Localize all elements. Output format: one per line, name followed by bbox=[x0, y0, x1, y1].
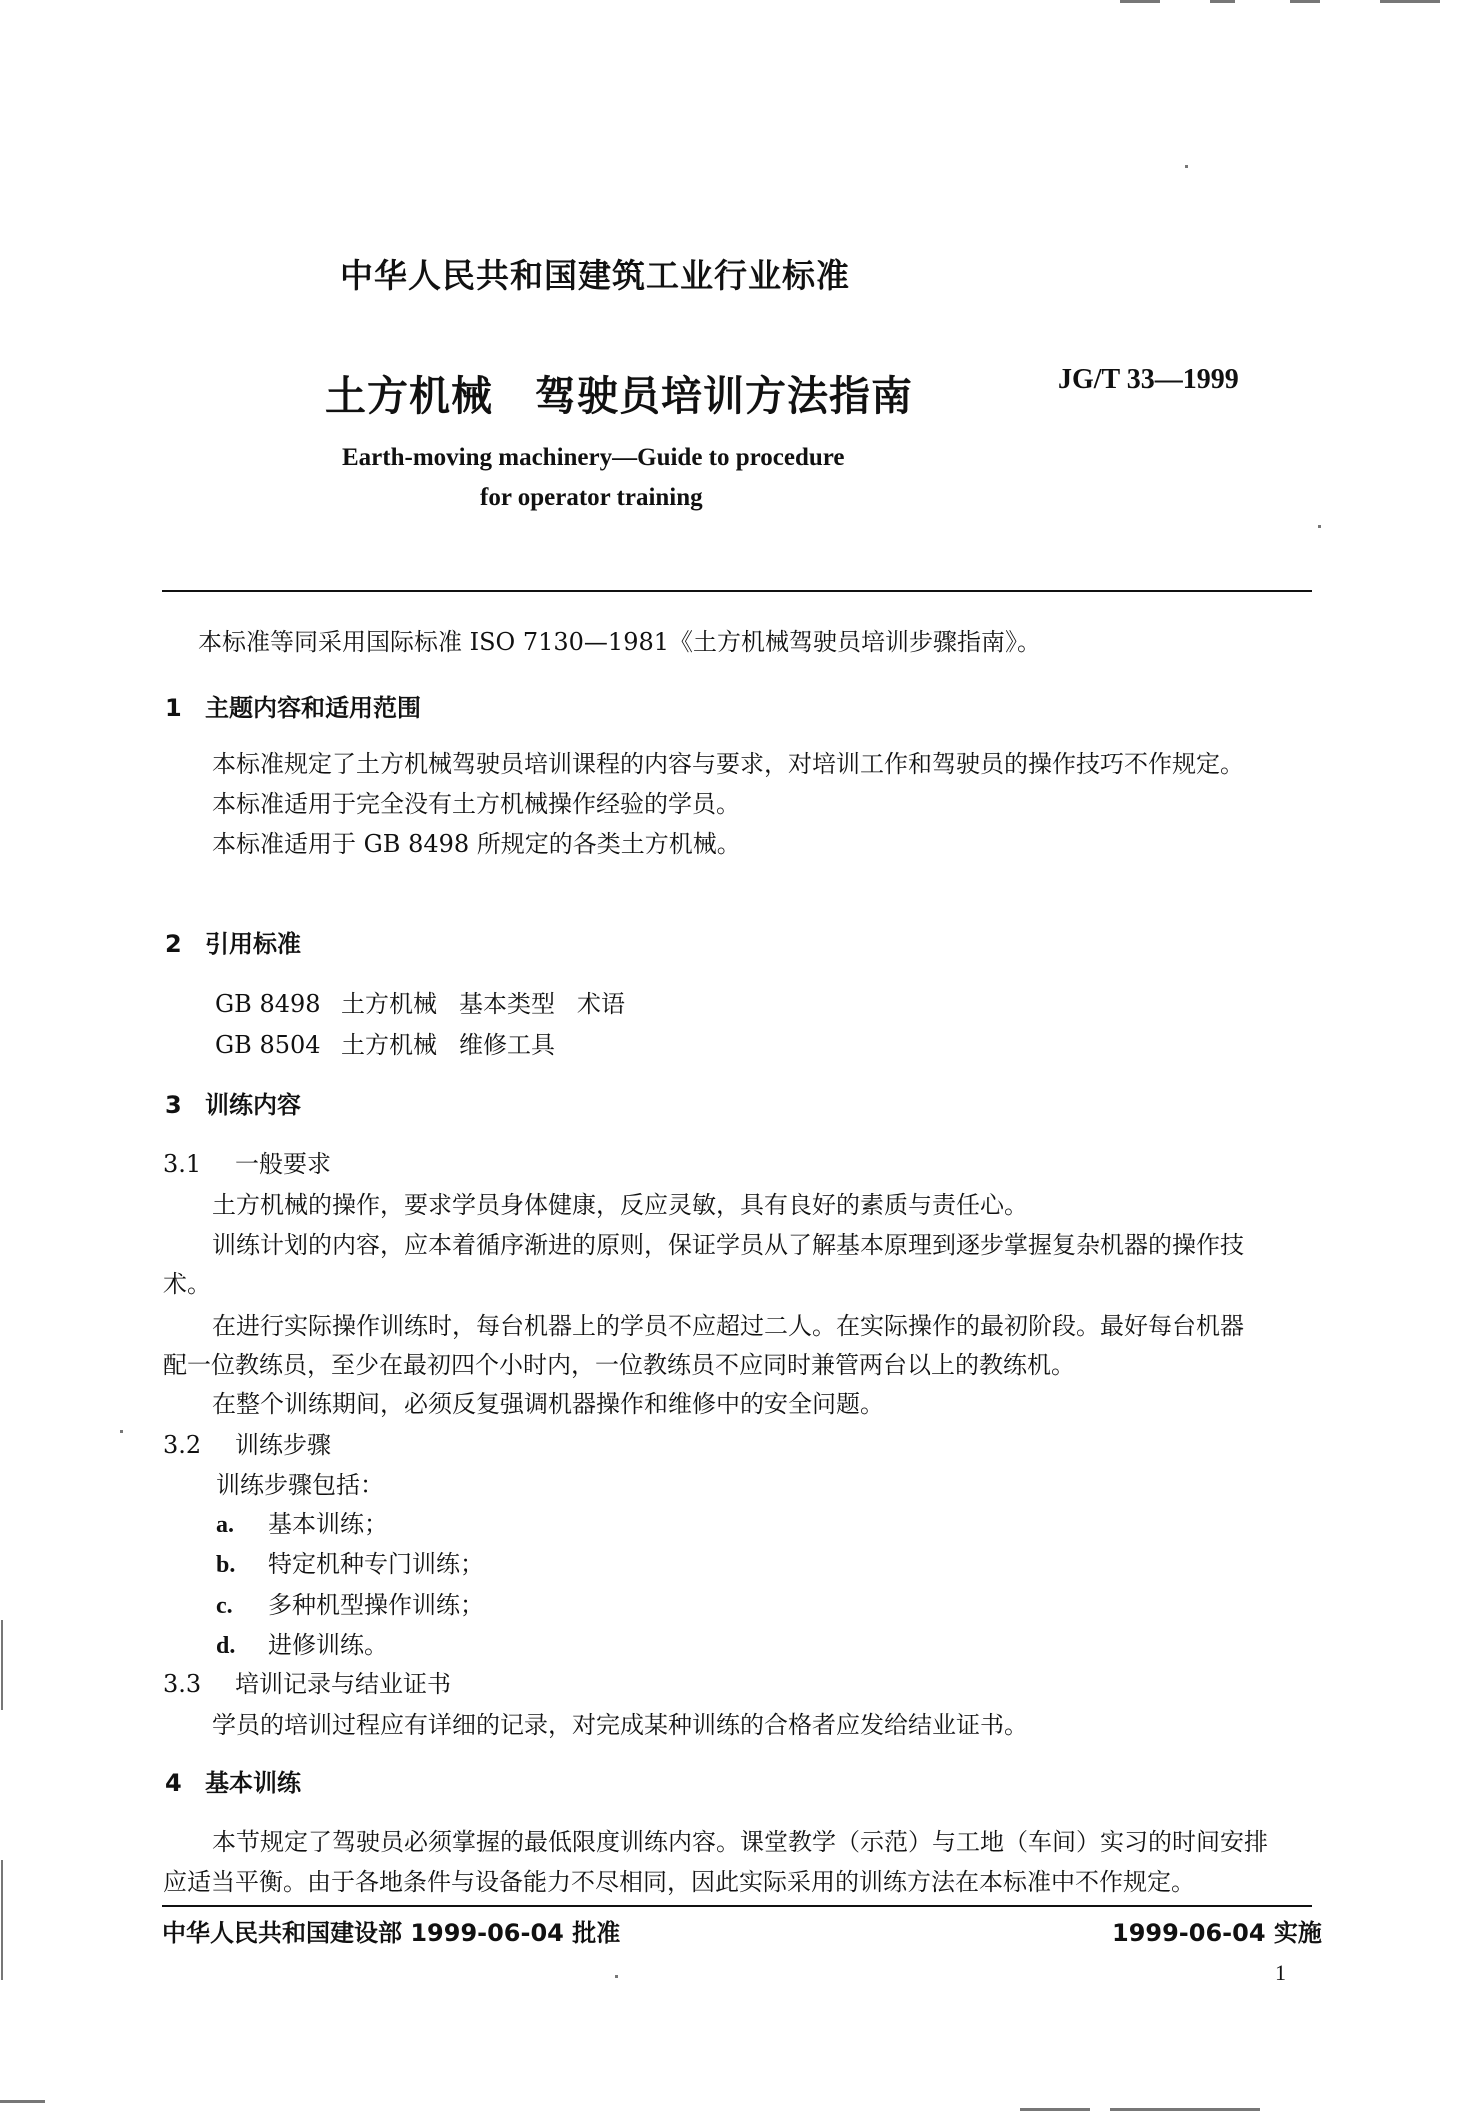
standard-code: JG/T 33—1999 bbox=[1058, 364, 1239, 395]
scan-artifact bbox=[615, 1975, 618, 1978]
reference-part: 术语 bbox=[577, 990, 625, 1018]
scan-artifact bbox=[1020, 2108, 1090, 2111]
section-4-number: 4 bbox=[165, 1769, 182, 1797]
section-4-paragraph-line-1: 本节规定了驾驶员必须掌握的最低限度训练内容。课堂教学（示范）与工地（车间）实习的时间安排 bbox=[212, 1828, 1268, 1856]
section-1-paragraph-2: 本标准适用于完全没有土方机械操作经验的学员。 bbox=[212, 790, 740, 818]
reference-entry bbox=[215, 984, 625, 1019]
subsection-3-1-paragraph-3-line-2: 配一位教练员，至少在最初四个小时内，一位教练员不应同时兼管两台以上的教练机。 bbox=[163, 1351, 1075, 1379]
approval-statement: 中华人民共和国建设部 1999-06-04 批准 bbox=[162, 1919, 621, 1947]
subsection-3-1-paragraph-2-line-1: 训练计划的内容，应本着循序渐进的原则，保证学员从了解基本原理到逐步掌握复杂机器的操作技 bbox=[212, 1231, 1244, 1259]
subsection-3-1-paragraph-1: 土方机械的操作，要求学员身体健康，反应灵敏，具有良好的素质与责任心。 bbox=[212, 1191, 1028, 1219]
page-number: 1 bbox=[1275, 1960, 1286, 1985]
document-title-en-line2: for operator training bbox=[480, 484, 703, 511]
header-divider bbox=[162, 590, 1312, 592]
list-item-letter: b. bbox=[216, 1552, 236, 1578]
section-1-number: 1 bbox=[165, 694, 182, 722]
scan-artifact bbox=[1, 1620, 3, 1710]
list-item-text: 进修训练。 bbox=[268, 1631, 388, 1659]
scan-artifact bbox=[1110, 2108, 1260, 2111]
scan-artifact bbox=[1185, 165, 1188, 168]
list-item bbox=[216, 1585, 484, 1620]
implementation-date: 1999-06-04 实施 bbox=[1112, 1919, 1322, 1947]
section-3-number: 3 bbox=[165, 1091, 182, 1119]
subsection-3-3-title: 培训记录与结业证书 bbox=[235, 1670, 451, 1698]
intro-paragraph: 本标准等同采用国际标准 ISO 7130—1981《土方机械驾驶员培训步骤指南》。 bbox=[198, 628, 1042, 656]
scan-artifact bbox=[120, 1430, 123, 1433]
subsection-3-2-number: 3.2 bbox=[163, 1431, 202, 1459]
section-4-heading bbox=[165, 1763, 301, 1798]
subsection-3-1-title: 一般要求 bbox=[235, 1150, 331, 1178]
scan-artifact bbox=[1120, 0, 1160, 3]
subsection-3-3-paragraph-1: 学员的培训过程应有详细的记录，对完成某种训练的合格者应发给结业证书。 bbox=[212, 1711, 1028, 1739]
reference-part: 土方机械 bbox=[341, 1031, 437, 1059]
section-4-paragraph-line-2: 应适当平衡。由于各地条件与设备能力不尽相同，因此实际采用的训练方法在本标准中不作规定。 bbox=[163, 1868, 1195, 1896]
reference-entry bbox=[215, 1025, 555, 1060]
section-2-title: 引用标准 bbox=[205, 930, 301, 958]
section-3-heading bbox=[165, 1085, 301, 1120]
section-2-number: 2 bbox=[165, 930, 182, 958]
subsection-3-3-number: 3.3 bbox=[163, 1670, 202, 1698]
subsection-3-2-heading bbox=[163, 1425, 331, 1460]
document-title-cn: 土方机械 驾驶员培训方法指南 bbox=[325, 372, 913, 420]
list-item bbox=[216, 1504, 388, 1539]
section-1-paragraph-1: 本标准规定了土方机械驾驶员培训课程的内容与要求，对培训工作和驾驶员的操作技巧不作规定。 bbox=[212, 750, 1244, 778]
subsection-3-2-title: 训练步骤 bbox=[235, 1431, 331, 1459]
reference-part: 维修工具 bbox=[459, 1031, 555, 1059]
subsection-3-1-paragraph-3-line-1: 在进行实际操作训练时，每台机器上的学员不应超过二人。在实际操作的最初阶段。最好每台机器 bbox=[212, 1312, 1244, 1340]
reference-part: 基本类型 bbox=[459, 990, 555, 1018]
list-item-letter: a. bbox=[216, 1512, 234, 1538]
document-title-en-line1: Earth-moving machinery—Guide to procedure bbox=[342, 444, 845, 471]
list-item bbox=[216, 1625, 388, 1660]
list-item-text: 多种机型操作训练； bbox=[268, 1591, 484, 1619]
reference-code: GB 8504 bbox=[215, 1031, 321, 1059]
section-3-title: 训练内容 bbox=[205, 1091, 301, 1119]
subsection-3-1-number: 3.1 bbox=[163, 1150, 202, 1178]
list-item-letter: c. bbox=[216, 1593, 233, 1619]
list-item bbox=[216, 1544, 484, 1579]
list-item-letter: d. bbox=[216, 1633, 236, 1659]
list-item-text: 特定机种专门训练； bbox=[268, 1550, 484, 1578]
scan-artifact bbox=[1, 1860, 3, 1980]
subsection-3-1-heading bbox=[163, 1144, 331, 1179]
scan-artifact bbox=[0, 2100, 45, 2103]
scan-artifact bbox=[1380, 0, 1440, 3]
section-1-title: 主题内容和适用范围 bbox=[205, 694, 421, 722]
scan-artifact bbox=[1210, 0, 1235, 3]
section-4-title: 基本训练 bbox=[205, 1769, 301, 1797]
reference-code: GB 8498 bbox=[215, 990, 321, 1018]
subsection-3-3-heading bbox=[163, 1664, 451, 1699]
footer-divider bbox=[162, 1905, 1312, 1907]
section-2-heading bbox=[165, 924, 301, 959]
scan-artifact bbox=[1318, 525, 1321, 528]
section-1-heading bbox=[165, 688, 421, 723]
scan-artifact bbox=[1290, 0, 1320, 3]
reference-part: 土方机械 bbox=[341, 990, 437, 1018]
section-1-paragraph-3: 本标准适用于 GB 8498 所规定的各类土方机械。 bbox=[212, 830, 741, 858]
list-item-text: 基本训练； bbox=[268, 1510, 388, 1538]
subsection-3-1-paragraph-2-line-2: 术。 bbox=[163, 1270, 211, 1298]
subsection-3-2-lead: 训练步骤包括： bbox=[216, 1471, 384, 1499]
subsection-3-1-paragraph-4: 在整个训练期间，必须反复强调机器操作和维修中的安全问题。 bbox=[212, 1390, 884, 1418]
standard-series-heading: 中华人民共和国建筑工业行业标准 bbox=[340, 256, 850, 295]
